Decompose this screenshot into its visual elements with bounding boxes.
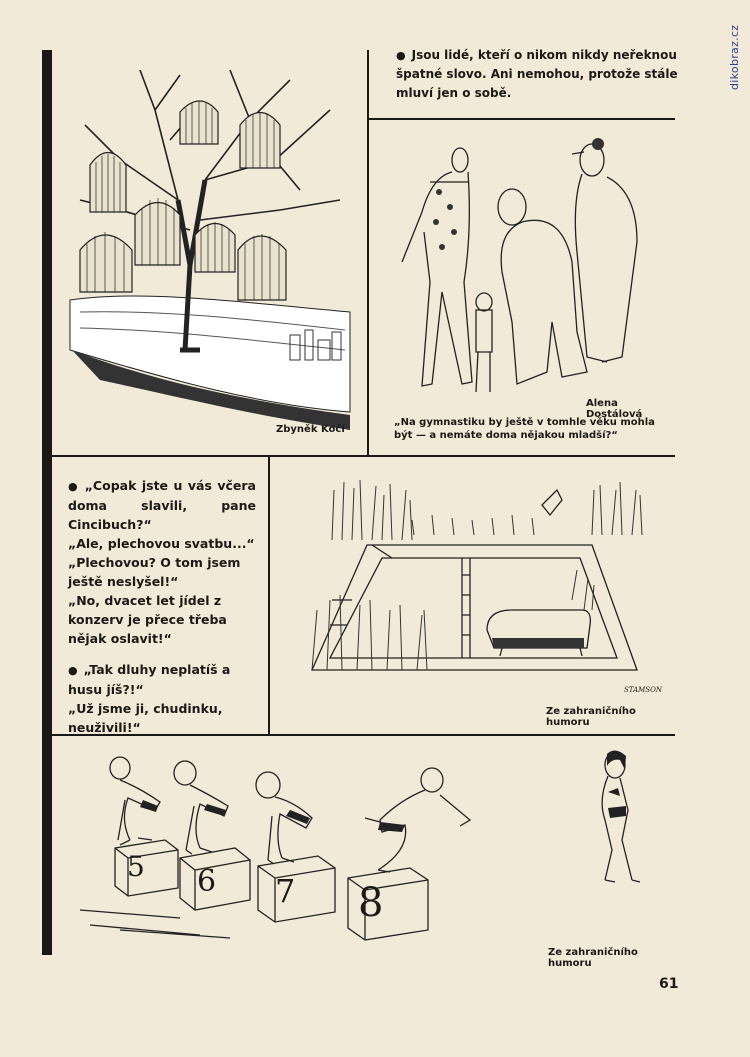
gym-credit: Alena Dostálová	[586, 398, 643, 420]
block-number-7: 7	[275, 872, 296, 910]
divider-vertical-top	[367, 50, 369, 455]
pool-signature: STAMSON	[624, 686, 662, 694]
divider-vertical-middle	[268, 457, 270, 734]
left-margin-bar	[42, 50, 52, 955]
blocks-credit: Ze zahraničního humoru	[548, 947, 638, 969]
page-number: 61	[659, 976, 679, 992]
pool-credit: Ze zahraničního humoru	[546, 706, 636, 728]
block-number-5: 5	[127, 850, 145, 883]
joke1-line4: „No, dvacet let jídel z konzerv je přece třeba nějak oslavit!“	[68, 593, 227, 646]
panel-cages	[60, 50, 360, 450]
panel-quote	[396, 46, 678, 103]
joke2-line2: „Už jsme ji, chudinku, neuživili!“	[68, 701, 223, 735]
cages-tree-illustration	[60, 50, 360, 450]
gym-caption: „Na gymnastiku by ještě v tomhle věku mohla být — a nemáte doma nějakou mladší?“	[394, 417, 655, 441]
divider-horizontal-middle	[52, 455, 675, 457]
joke1-line2: „Ale, plechovou svatbu...“	[68, 536, 255, 551]
joke1-line3: „Plechovou? O tom jsem ještě neslyšel!“	[68, 555, 241, 589]
panel-blocks	[60, 740, 675, 969]
panel-gym	[372, 122, 675, 452]
cages-credit: Zbyněk Kočí	[276, 424, 345, 435]
block-number-6: 6	[197, 864, 217, 899]
joke2-line1: ● „Tak dluhy neplatíš a husu jíš?!“	[68, 660, 256, 699]
panel-jokes	[68, 476, 256, 737]
watermark-text: dikobraz.cz	[728, 24, 741, 90]
block-number-8: 8	[358, 880, 384, 926]
gym-illustration	[372, 122, 675, 397]
divider-under-quote	[369, 118, 675, 120]
quote-text: ● Jsou lidé, kteří o nikom nikdy neřeknou špatné slovo. Ani nemohou, protože stále mluví jen o sobě.	[396, 46, 678, 103]
pool-illustration	[272, 460, 675, 700]
joke1-line1: ● „Copak jste u vás včera doma slavili, pane Cincibuch?“	[68, 476, 256, 534]
panel-pool	[272, 460, 675, 732]
